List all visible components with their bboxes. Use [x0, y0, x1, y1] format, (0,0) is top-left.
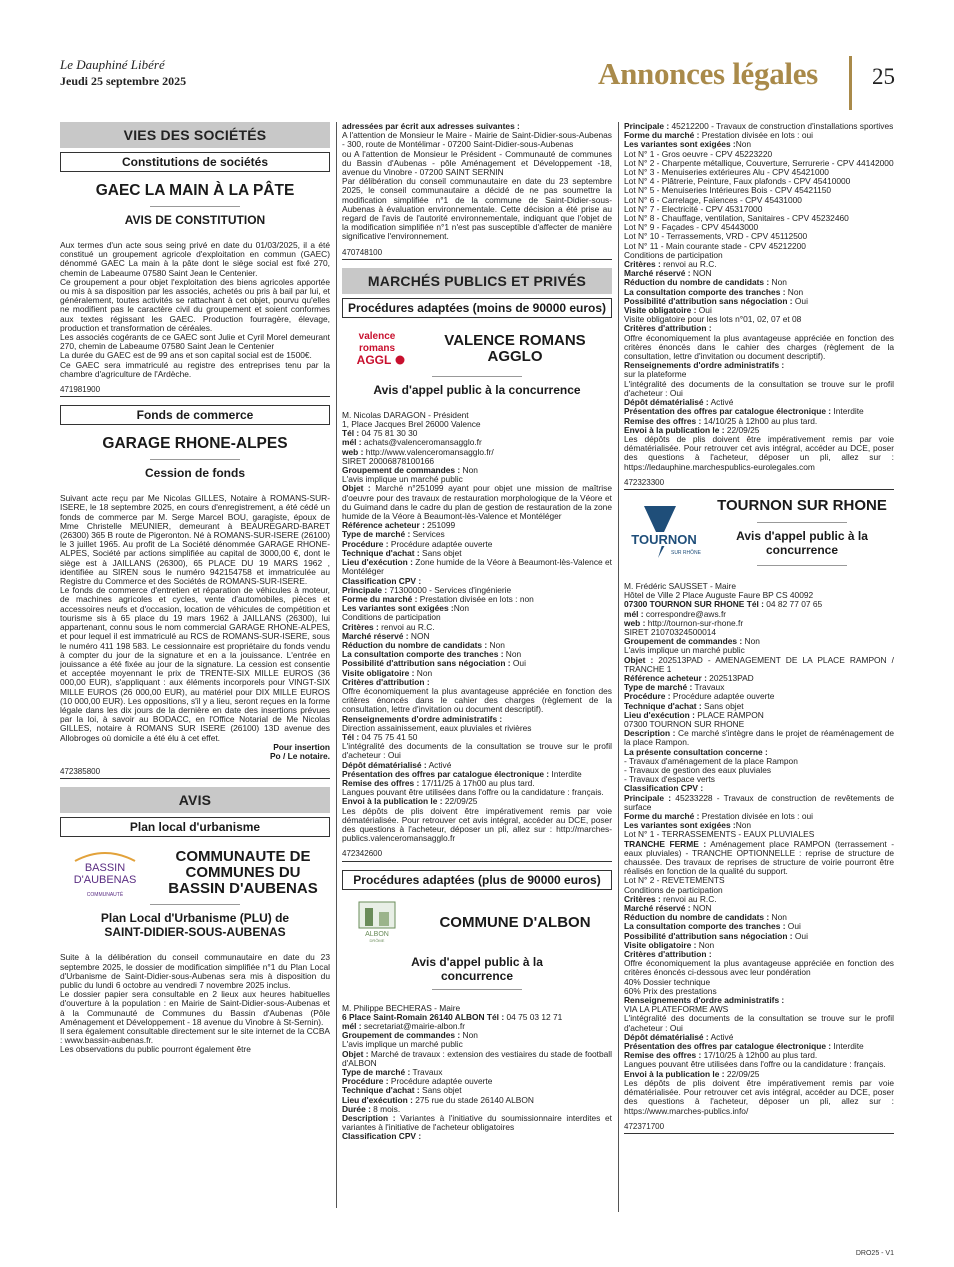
page-footer: DRO25 - V1	[855, 1250, 894, 1257]
svg-text:DRÔME: DRÔME	[369, 937, 385, 942]
notice-type: Cession de fonds	[144, 466, 245, 481]
notice-title: TOURNON SUR RHONE	[717, 496, 887, 514]
notice-header	[342, 328, 612, 370]
notice-body: adressées par écrit aux adresses suivantes : A l'attention de Monsieur le Maire - Mairie de Saint-Didier-sous-Aubenas - 300, route de Montélimar - 07200 Saint-Didier-sous-Aubenas ou A l'attention de Monsieur le Président - Communauté de communes du Bassin d'Aubenas - pôle Aménagement et Développement -18, avenue du Vinobre - 07200 SAINT SERNIN Par délibération du conseil communautaire en date du 23 septembre 2025, le conseil communautaire a décidé de ne pas soumettre la modification simplifiée n°1 de la commune de Saint-Didier-sous-Aubenas à évaluation environnementale. Cette décision a été prise au regard de l'avis de l'autorité environnementale, indiquant que l'objet de la modification simplifiée n°1 n'est pas susceptible d'affecter de manière significative l'environnement.	[342, 122, 612, 242]
notice-body: M. Frédéric SAUSSET - Maire Hôtel de Ville 2 Place Auguste Faure BP CS 40092 07300 TOURNON SUR RHONE Tél : 04 82 77 07 65 mél : correspondre@aws.fr web : http://tournon-sur-rhone.fr SIRET 21070324500014 Groupement de commandes : Non L'avis implique un marché public Objet : 202513PAD - AMENAGEMENT DE LA PLACE RAMPON / TRANCHE 1 Référence acheteur : 202513PAD Type de marché : Travaux Procédure : Procédure adaptée ouverte Technique d'achat : Sans objet Lieu d'exécution : PLACE RAMPON 07300 TOURNON SUR RHONE Description : Ce marché s'intègre dans le projet de réaménagement de la place Rampon. La présente consultation concerne : - Travaux d'aménagement de la place Rampon - Travaux de gestion des eaux pluviales - Travaux d'espace verts Classification CPV : Principale : 45233228 - Travaux de construction de revêtements de surface Forme du marché : Prestation divisée en lots : oui Les variantes sont exigées :Non Lot N° 1 - TERRASSEMENTS - EAUX PLUVIALES TRANCHE FERME : Aménagement place RAMPON (terrassement - eaux pluviales) - TRANCHE OPTIONNELLE : reprise de structure de chaussée. Des travaux de reprises de structure de voirie pourront être réalisés en fonction de la qualité du support. Lot N° 2 - REVETEMENTS Conditions de participation Critères : renvoi au R.C. Marché réservé : NON Réduction du nombre de candidats : Non La consultation comporte des tranches : Oui Possibilité d'attribution sans négociation : Oui Visite obligatoire : Non Critères d'attribution : Offre économiquement la plus avantageuse appréciée en fonction des critères énoncés ci-dessous avec leur pondération 40% Dossier technique 60% Prix des prestations Renseignements d'ordre administratifs : VIA LA PLATEFORME AWS L'intégralité des documents de la consultation se trouve sur le profil d'acheteur : Oui Dépôt dématérialisé : Activé Présentation des offres par catalogue électronique : Interdite Remise des offres : 17/10/25 à 12h00 au plus tard. Langues pouvant être utilisées dans l'offre ou la candidature : français. Envoi à la publication le : 22/09/25 Les dépôts de plis doivent être impérativement remis par voie dématérialisée. Pour retrouver cet avis intégral, accéder au DCE, poser des questions à l'acheteur, déposer un pli, allez sur : https://www.marches-publics.info/	[624, 580, 894, 1116]
notice-body: Suite à la délibération du conseil communautaire en date du 23 septembre 2025, le dossier de modification simplifiée n°1 du Plan Local d'Urbanisme de Saint-Didier-sous-Aubenas sera mis à disposition du public du lundi 6 octobre au vendredi 7 novembre 2025 inclus. Le dossier papier sera consultable en 2 lieux aux heures habituelles d'ouverture à la population : en Mairie de Saint-Didier-sous-Aubenas et à la Communauté de Communes du Bassin d'Aubenas (Pôle Aménagement et Développement - 18 avenue du Vinobre à St-Sernin). Il sera également consultable directement sur le site internet de la CCBA : www.bassin-aubenas.fr. Les observations du public pourront également être	[60, 952, 330, 1055]
valence-logo-icon	[342, 328, 412, 368]
divider	[150, 206, 240, 207]
notice-reference: 470748100	[342, 248, 612, 260]
subsection-header: Fonds de commerce	[60, 405, 330, 425]
valence-logo	[342, 328, 412, 370]
notice-reference: 472323300	[624, 478, 894, 490]
bassin-logo-text: BASSIN	[84, 862, 126, 875]
section-title: Annonces légales	[598, 56, 818, 91]
notice-title: COMMUNAUTE DE COMMUNES DU BASSIN D'AUBENAS	[168, 847, 318, 897]
tournon-logo-icon	[624, 502, 704, 562]
column-divider	[618, 122, 619, 1212]
notice-body: M. Philippe BECHERAS - Maire 6 Place Saint-Romain 26140 ALBON Tél : 04 75 03 12 71 mél : secretariat@mairie-albon.fr Groupement de commandes : Non L'avis implique un marché public Objet : Marché de travaux : extension des vestiaires du stade de football d'ALBON Type de marché : Travaux Procédure : Procédure adaptée ouverte Technique d'achat : Sans objet Lieu d'exécution : 275 rue du stade 26140 ALBON Durée : 8 mois. Description : Variantes à l'initiative du soumissionnaire interdites et variantes à l'initiative de l'acheteur obligatoires Classification CPV :	[342, 1002, 612, 1142]
albon-logo	[342, 900, 412, 947]
divider	[150, 459, 240, 460]
notice-title: GARAGE RHONE-ALPES	[102, 435, 288, 453]
header-divider	[849, 56, 852, 110]
notice-reference: 472385800	[60, 767, 330, 779]
notice-body: Suivant acte reçu par Me Nicolas GILLES, Notaire à ROMANS-SUR-ISERE, le 18 septembre 2025, en cours d'enregistrement, a été cédé un fonds de commerce par M. Serge Marcel BOU, garagiste, époux de Mme Christelle MEUNIER, demeurant à BEAUREGARD-BARET (26300) 365 B route de Pigeronton. Né à ROMANS-SUR-ISERE (26100) le 3 juillet 1965. Au profit de La Société dénommée GARAGE RHONE-ALPES, Société par actions simplifiée au capital de 3000,00 €, dont le siège est à JAILLANS (26300), 65 PLACE DU 19 MARS 1962 , identifiée au SIREN sous le numéro 942154758 et immatriculée au Registre du Commerce et des Sociétés de ROMANS-SUR-ISERE. Le fonds de commerce d'entretien et réparation de véhicules à moteur, de machines agricoles et cycles, vente d'automobiles, pièces et accessoires neufs et d'occasion, location de véhicules de compétition et tourisme sis à 65 place du 19 mars 1962 à JAILLANS (26300), lui appartenant, connu sous le nom commercial GARAGE RHONE-ALPES, et pour lequel il est immatriculé au RCS de ROMANS-SUR-ISERE, sous le numéro 411 198 583. Le cessionnaire est propriétaire du fonds vendu à compter du jour de la signature et en a la jouissance. L'entrée en jouissance a été fixée au jour de la signature. La cession est consentie et acceptée moyennant le prix de TRENTE-SIX MILLE EUROS (36 000,00 EUR), s'appliquant : aux éléments incorporels pour VINGT-SIX MILLE EUROS (26 000,00 EUR), au matériel pour DIX MILLE EUROS (10 000,00 EUR). Les oppositions, s'il y a lieu, seront reçues en la forme légale dans les dix jours de la dernière en date des insertions prévues par la loi, à savoir au BODACC, en l'Office Notarial de Me Nicolas GILLES, notaire à ROMANS SUR ISERE (26100) 13D avenue des Allobroges où domicile a été élu à cet effet.	[60, 493, 330, 743]
column-divider	[336, 122, 337, 1208]
notice-reference: 471981900	[60, 385, 330, 397]
notice-title: VALENCE ROMANS AGGLO	[444, 331, 586, 365]
notice-body: Principale : 45212200 - Travaux de construction d'installations sportives Forme du marché : Prestation divisée en lots : oui Les variantes sont exigées :Non Lot N° 1 - Gros oeuvre - CPV 45223220 Lot N° 2 - Charpente métallique, Couverture, Serrurerie - CPV 44142000 Lot N° 3 - Menuiseries extérieures Alu - CPV 45421000 Lot N° 4 - Plâtrerie, Peinture, Faux plafonds - CPV 45410000 Lot N° 5 - Menuiseries Intérieures Bois - CPV 45421150 Lot N° 6 - Carrelage, Faïences - CPV 45431000 Lot N° 7 - Electricité - CPV 45317000 Lot N° 8 - Chauffage, ventilation, Sanitaires - CPV 45232460 Lot N° 9 - Façades - CPV 45443000 Lot N° 10 - Terrassements, VRD - CPV 45112500 Lot N° 11 - Main courante stade - CPV 45212200 Conditions de participation Critères : renvoi au R.C. Marché réservé : NON Réduction du nombre de candidats : Non La consultation comporte des tranches : Non Possibilité d'attribution sans négociation : Oui Visite obligatoire : Oui Visite obligatoire pour les lots n°01, 02, 07 et 08 Critères d'attribution : Offre économiquement la plus avantageuse appréciée en fonction des critères énoncés dans le cahier des charges (règlement de la consultation, lettre d'invitation ou document descriptif). Renseignements d'ordre administratifs : sur la plateforme L'intégralité des documents de la consultation se trouve sur le profil d'acheteur : Oui Dépôt dématérialisé : Activé Présentation des offres par catalogue électronique : Interdite Remise des offres : 14/10/25 à 12h00 au plus tard. Envoi à la publication le : 22/09/25 Les dépôts de plis doivent être impérativement remis par voie dématérialisée. Pour retrouver cet avis intégral, accéder au DCE, poser des questions à l'acheteur, déposer un pli, allez sur : https://ledauphine.marchespublics-eurolegales.com	[624, 122, 894, 472]
subsection-header: Procédures adaptées (moins de 90000 euros)	[342, 298, 612, 318]
svg-text:romans: romans	[358, 342, 396, 354]
page-number: 25	[872, 64, 895, 89]
notice-header	[624, 498, 894, 572]
column-3	[624, 122, 894, 1247]
bassin-logo-icon	[65, 847, 145, 891]
divider	[432, 376, 522, 377]
svg-text:valence: valence	[358, 330, 396, 342]
notice-title: COMMUNE D'ALBON	[439, 914, 591, 932]
notice-header	[60, 847, 330, 898]
divider	[150, 904, 240, 905]
divider	[757, 522, 847, 523]
notice-body: M. Nicolas DARAGON - Président 1, Place Jacques Brel 26000 Valence Tél : 04 75 81 30 30 mél : achats@valenceromansagglo.fr web : http://www.valenceromansagglo.fr/ SIRET 20006878100166 Groupement de commandes : Non L'avis implique un marché public Objet : Marché n°251099 ayant pour objet une mission de maîtrise d'oeuvre pour des travaux de restauration morphologique de la Véore et du Guimand dans le cadre du plan de gestion de restauration de la zone humide de la Véore à Beaumont-lès-Valence et Montéléger Référence acheteur : 251099 Type de marché : Services Procédure : Procédure adaptée ouverte Technique d'achat : Sans objet Lieu d'exécution : Zone humide de la Véore à Beaumont-lès-Valence et Montéléger Classification CPV : Principale : 71300000 - Services d'ingénierie Forme du marché : Prestation divisée en lots : non Les variantes sont exigées :Non Conditions de participation Critères : renvoi au R.C. Marché réservé : NON Réduction du nombre de candidats : Non La consultation comporte des tranches : Non Possibilité d'attribution sans négociation : Oui Visite obligatoire : Non Critères d'attribution : Offre économiquement la plus avantageuse appréciée en fonction des critères énoncés dans le cahier des charges (règlement de la consultation, lettre d'invitation ou document descriptif). Renseignements d'ordre administratifs : Direction assainissement, eaux pluviales et rivières Tél : 04 75 75 41 50 L'intégralité des documents de la consultation se trouve sur le profil d'acheteur : Oui Dépôt dématérialisé : Activé Présentation des offres par catalogue électronique : Interdite Remise des offres : 17/11/25 à 17h00 au plus tard. Langues pouvant être utilisées dans l'offre ou la candidature : français. Envoi à la publication le : 22/09/25 Les dépôts de plis doivent être impérativement remis par voie dématérialisée. Pour retrouver cet avis intégral, accéder au DCE, poser des questions à l'acheteur, déposer un pli, allez sur : http://marches-publics.valenceromansagglo.fr	[342, 409, 612, 844]
divider	[757, 565, 847, 566]
section-header: AVIS	[60, 787, 330, 813]
notice-header	[342, 900, 612, 947]
subsection-header: Plan local d'urbanisme	[60, 817, 330, 837]
notice-reference: 472371700	[624, 1122, 894, 1134]
notice-type: AVIS DE CONSTITUTION	[124, 213, 266, 227]
notice-type: Plan Local d'Urbanisme (PLU) de SAINT-DIDIER-SOUS-AUBENAS	[100, 911, 290, 940]
svg-text:ALBON: ALBON	[365, 930, 389, 938]
signature-line: Pour insertion	[273, 741, 330, 752]
newspaper-name: Le Dauphiné Libéré	[60, 57, 165, 72]
bassin-logo	[60, 847, 150, 898]
notice-type: Avis d'appel public à la concurrence	[411, 954, 543, 983]
svg-text:AGGL: AGGL	[356, 352, 392, 367]
notice-type: Avis d'appel public à la concurrence	[736, 528, 868, 557]
section-header: VIES DES SOCIÉTÉS	[60, 122, 330, 148]
svg-text:TOURNON: TOURNON	[631, 532, 697, 548]
divider	[432, 989, 522, 990]
tournon-logo	[624, 502, 704, 567]
notice-reference: 472342600	[342, 849, 612, 861]
bassin-logo-text: D'AUBENAS	[73, 874, 137, 887]
issue-date: Jeudi 25 septembre 2025	[60, 74, 187, 88]
subsection-header: Constitutions de sociétés	[60, 152, 330, 172]
column-1	[60, 122, 330, 1247]
notice-type: Avis d'appel public à la concurrence	[373, 382, 581, 397]
notice-body: Aux termes d'un acte sous seing privé en date du 01/03/2025, il a été constitué un groupement agricole d'exploitation en commun (GAEC) dénommé GAEC La main à la pâte dont le siège social est fixé 270, chemin de Labeaume 07580 Saint Jean le Centenier. Ce groupement a pour objet l'exploitation des biens agricoles apportée ou mis à sa disposition par les associés, achetés ou pris à bail par lui, et généralement, toutes activités se rattachant à cet objet, pourvu qu'elles ne modifient pas le caractère civil du groupement et soient conformes aux textes régissant les GAEC. Production fourragère, élevage, production et transformation de céréales. Les associés cogérants de ce GAEC sont Julie et Cyril Morel demeurant 270, chemin de Labeaume 07580 Saint Jean le Centenier La durée du GAEC est de 99 ans et son capital social est de 1500€. Ce GAEC sera immatriculé au registre des entreprises tenu par la chambre d'agriculture de l'Ardèche.	[60, 240, 330, 379]
svg-text:SUR RHÔNE: SUR RHÔNE	[670, 550, 702, 557]
notice-header-text	[710, 498, 894, 572]
column-2	[342, 122, 612, 1247]
signature-line: Po / Le notaire.	[269, 750, 330, 761]
albon-logo-icon	[355, 900, 399, 942]
section-header: MARCHÉS PUBLICS ET PRIVÉS	[342, 268, 612, 294]
bassin-logo-sub: COMMUNAUTÉ	[86, 892, 124, 899]
subsection-header: Procédures adaptées (plus de 90000 euros)	[342, 870, 612, 890]
notice-title: GAEC LA MAIN À LA PÂTE	[95, 182, 295, 199]
